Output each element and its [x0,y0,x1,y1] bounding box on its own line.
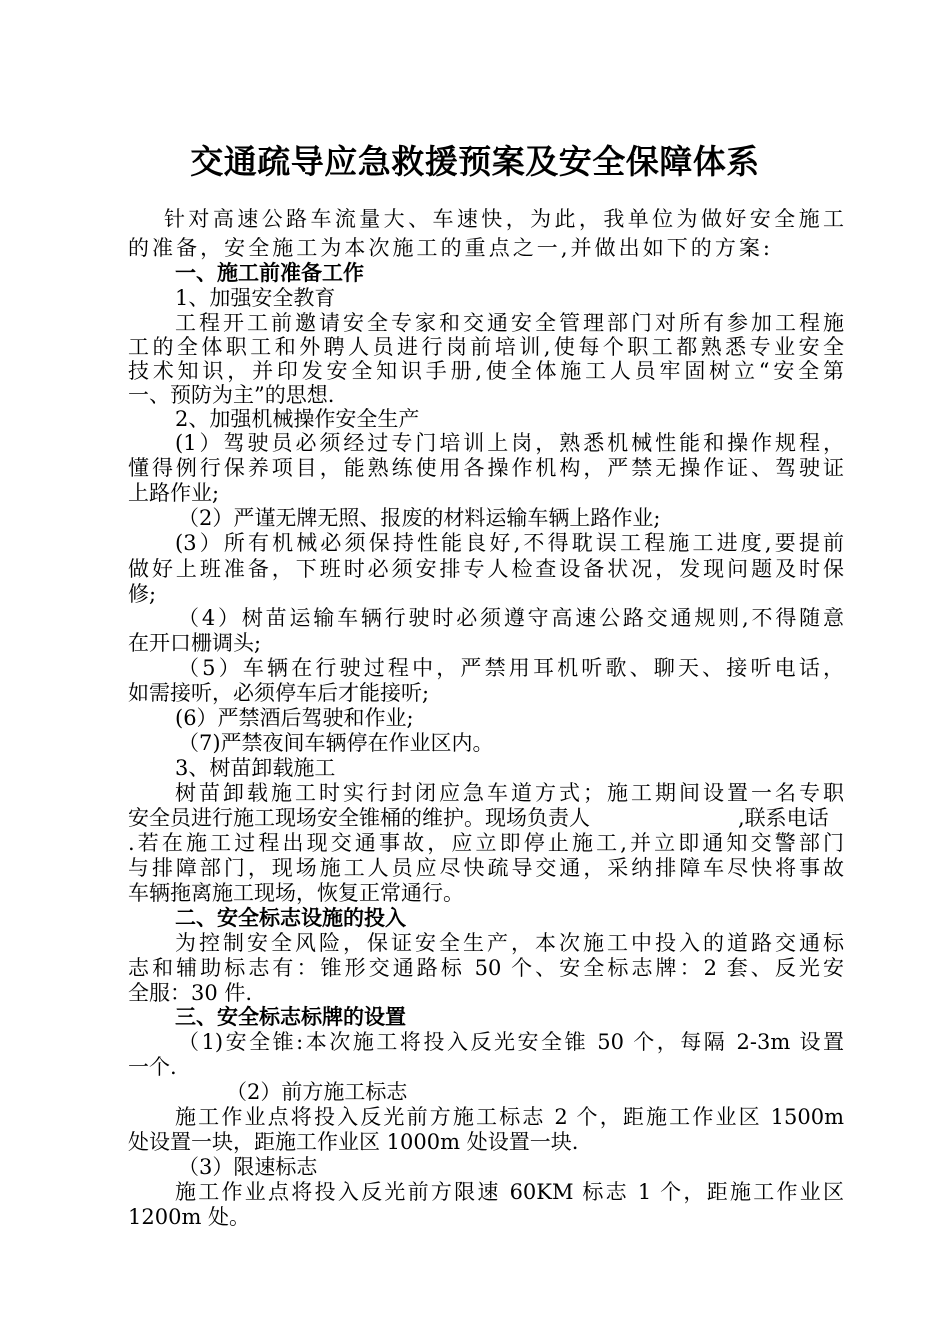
paragraph-line: 与排障部门，现场施工人员应尽快疏导交通，采纳排障车尽快将事故 [128,856,844,880]
subsection-heading: （2）前方施工标志 [226,1080,408,1104]
section-heading: 三、安全标志标牌的设置 [175,1004,406,1029]
paragraph-line: (3）所有机械必须保持性能良好,不得耽误工程施工进度,要提前 [175,531,844,555]
paragraph-line: 技术知识，并印发安全知识手册,使全体施工人员牢固树立“安全第 [128,359,844,383]
paragraph-line: 车辆拖离施工现场，恢复正常通行。 [128,881,464,905]
paragraph-line: 处设置一块，距施工作业区 1000m 处设置一块. [128,1130,579,1154]
paragraph-line: 懂得例行保养项目，能熟练使用各操作机构，严禁无操作证、驾驶证 [128,456,844,480]
paragraph-line: 1200m 处。 [128,1205,251,1229]
paragraph-line: （2）严谨无牌无照、报废的材料运输车辆上路作业; [178,506,661,530]
paragraph-line: 为控制安全风险，保证安全生产，本次施工中投入的道路交通标 [175,931,844,955]
section-heading: 二、安全标志设施的投入 [175,905,406,930]
paragraph-line: 一、预防为主”的思想. [128,383,335,407]
paragraph-line: 一个. [128,1055,177,1079]
subsection-heading: （3）限速标志 [178,1155,318,1179]
paragraph-line: 工程开工前邀请安全专家和交通安全管理部门对所有参加工程施 [175,311,844,335]
paragraph-line: 工的全体职工和外聘人员进行岗前培训,使每个职工都熟悉专业安全 [128,335,844,359]
paragraph-line: 树苗卸载施工时实行封闭应急车道方式；施工期间设置一名专职 [175,781,844,805]
subsection-heading: 2、加强机械操作安全生产 [175,407,420,431]
paragraph-line: （4）树苗运输车辆行驶时必须遵守高速公路交通规则,不得随意 [178,606,844,630]
paragraph-line: 施工作业点将投入反光前方限速 60KM 标志 1 个，距施工作业区 [175,1180,844,1204]
paragraph-line: 安全员进行施工现场安全锥桶的维护。现场负责人 [128,806,590,830]
paragraph-line: 施工作业点将投入反光前方施工标志 2 个，距施工作业区 1500m [175,1105,844,1129]
subsection-heading: 1、加强安全教育 [175,286,336,310]
paragraph-line: ,联系电话 [738,806,829,830]
paragraph-line: (6）严禁酒后驾驶和作业; [175,706,414,730]
paragraph-line: .若在施工过程出现交通事故，应立即停止施工,并立即通知交警部门 [128,831,844,855]
subsection-heading: 3、树苗卸载施工 [175,756,336,780]
paragraph-line: 上路作业; [128,481,220,505]
paragraph-line: 志和辅助标志有：锥形交通路标 50 个、安全标志牌：2 套、反光安 [128,956,844,980]
paragraph-line: 在开口栅调头; [128,631,262,655]
paragraph-line: 的准备，安全施工为本次施工的重点之一,并做出如下的方案: [128,236,770,260]
paragraph-line: （5）车辆在行驶过程中，严禁用耳机听歌、聊天、接听电话， [178,656,844,680]
section-heading: 一、施工前准备工作 [175,260,364,285]
paragraph-line: (1）驾驶员必须经过专门培训上岗，熟悉机械性能和操作规程， [175,431,844,455]
paragraph-line: （7)严禁夜间车辆停在作业区内。 [178,731,494,755]
document-title: 交通疏导应急救援预案及安全保障体系 [190,142,760,181]
paragraph-line: （1)安全锥:本次施工将投入反光安全锥 50 个，每隔 2-3m 设置 [178,1030,844,1054]
paragraph-line: 全服：30 件. [128,981,253,1005]
paragraph-line: 做好上班准备，下班时必须安排专人检查设备状况，发现问题及时保 [128,557,844,581]
paragraph-line: 如需接听，必须停车后才能接听; [128,681,430,705]
paragraph-line: 修; [128,582,157,606]
paragraph-line: 针对高速公路车流量大、车速快，为此，我单位为做好安全施工 [164,207,844,231]
